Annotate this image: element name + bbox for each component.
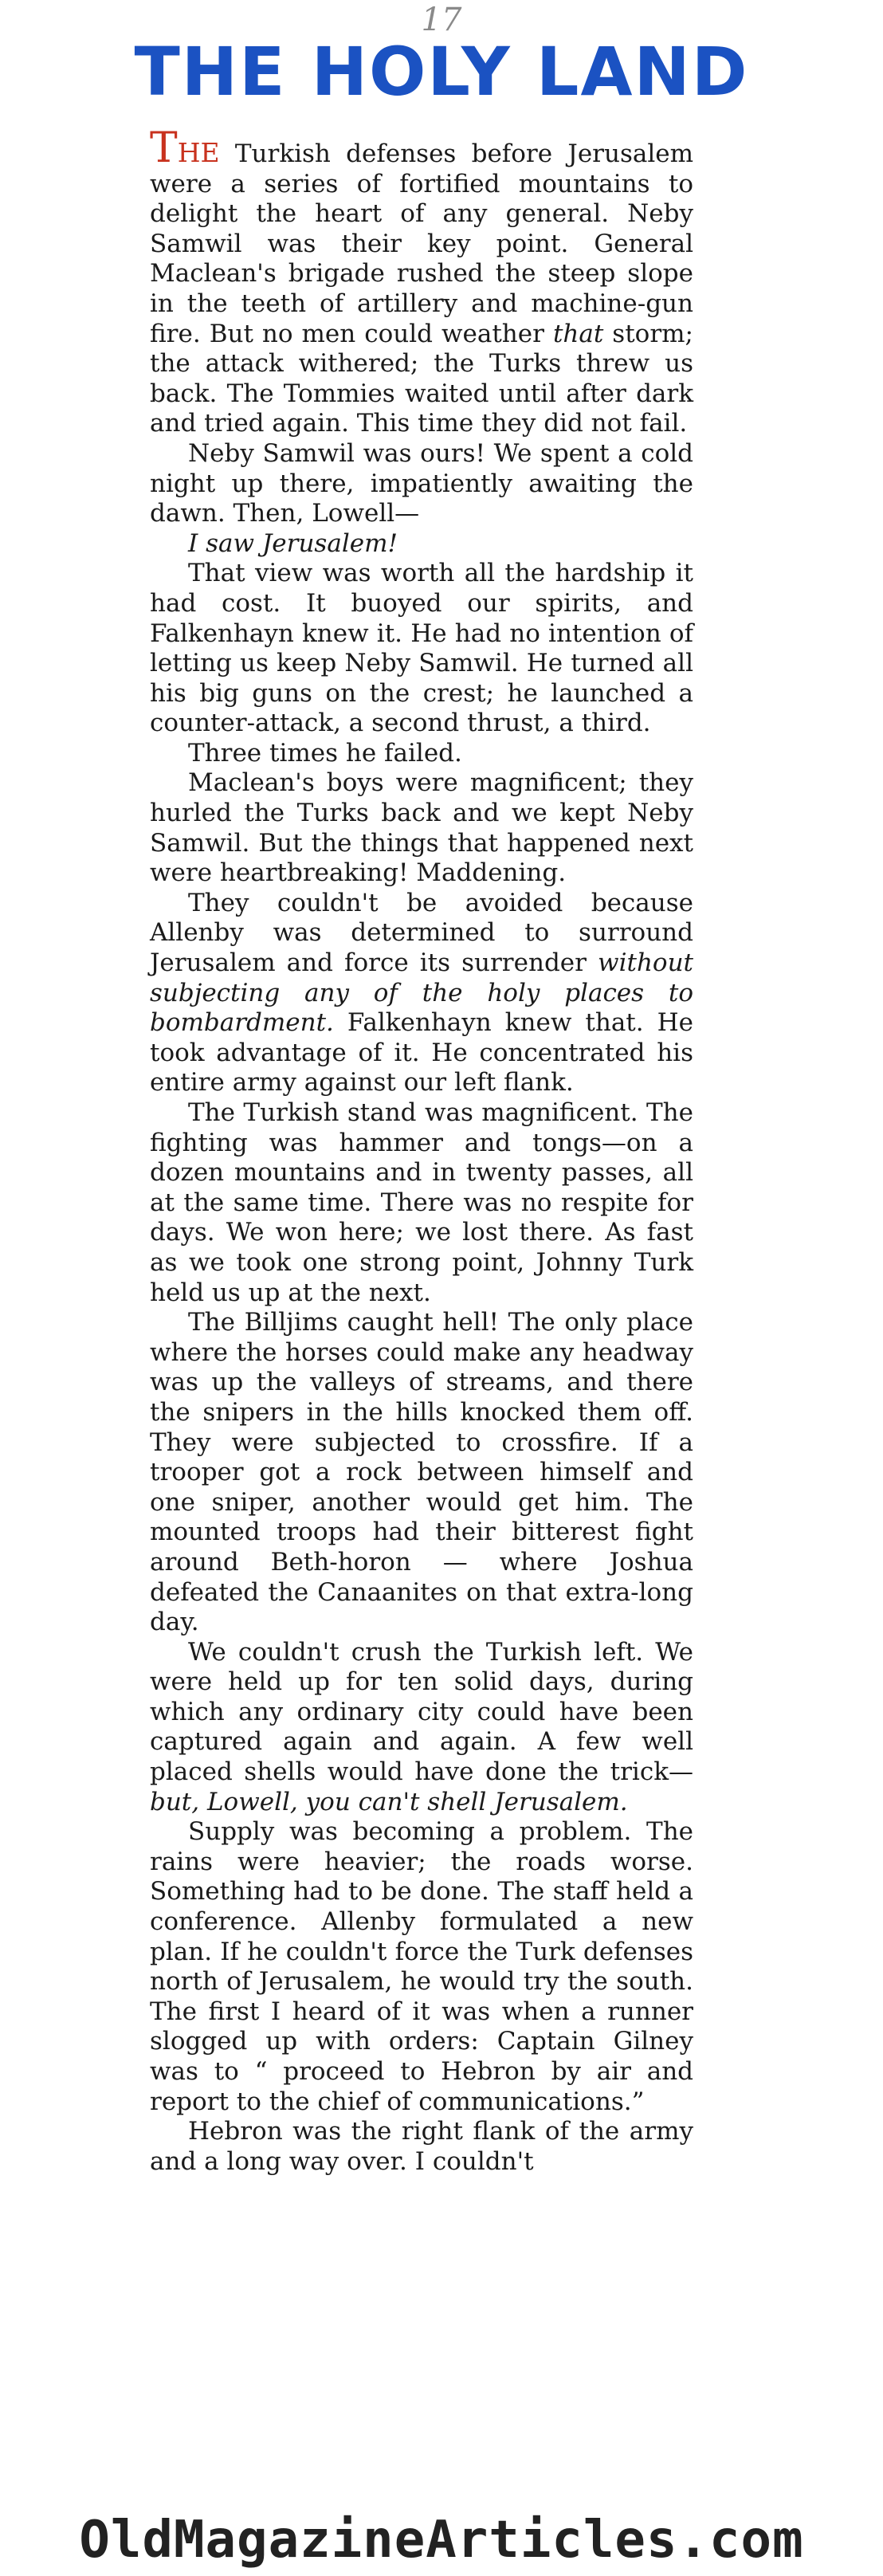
paragraph-1-text: Turkish defenses before Jerusalem were a series of fortified mountains to delight the heart of any general. Neby Samwil was their key point. General Maclean's brigade rushed the steep slope in the teeth of artillery and machine-gun fire. But no men could weather bbox=[150, 139, 693, 348]
headline: THE HOLY LAND bbox=[134, 33, 749, 111]
drop-cap: T bbox=[150, 124, 178, 172]
paragraph-7-tail: Falkenhayn knew that. He took advantage of it. He concentrated his entire army against our left flank. bbox=[150, 1008, 693, 1098]
watermark: OldMagazineArticles.com bbox=[79, 2511, 804, 2570]
paragraph-7-emphasis: without subjecting any of the holy places to bombardment. bbox=[150, 948, 693, 1038]
paragraph-5: Three times he failed. bbox=[188, 738, 462, 768]
paragraph-7-text: They couldn't be avoided because Allenby was determined to surround Jerusalem and force its surrender bbox=[150, 888, 693, 978]
paragraph-1 bbox=[150, 124, 694, 439]
paragraph-2: Neby Samwil was ours! We spent a cold night up there, impatiently awaiting the dawn. Then, Lowell— bbox=[150, 438, 693, 528]
paragraph-1-emphasis: that bbox=[552, 319, 604, 348]
paragraph-11: Supply was becoming a problem. The rains were heavier; the roads worse. Something had to be done. The staff held a conference. Allenby formulated a new plan. If he couldn't force the Turk defenses north of Jerusalem, he would try the south. The first I heard of it was when a runner slogged up with orders: Captain Gilney was to “ proceed to Hebron by air and report to the chief of communications.” bbox=[150, 1817, 693, 2116]
paragraph-10-text: We couldn't crush the Turkish left. We were held up for ten solid days, during which any ordinary city could have been captured again and again. A few well placed shells would have done the trick— bbox=[150, 1637, 693, 1787]
paragraph-7 bbox=[150, 889, 693, 1098]
paragraph-9: The Billjims caught hell! The only place where the horses could make any headway was up the valleys of streams, and there the snipers in the hills knocked them off. They were subjected to crossfire. If a trooper got a rock between himself and one sniper, another would get him. The mounted troops had their bitterest fight around Beth-horon — where Joshua defeated the Canaanites on that extra-long day. bbox=[150, 1308, 693, 1637]
paragraph-6: Maclean's boys were magnificent; they hurled the Turks back and we kept Neby Samwil. But the things that happened next were heartbreaking! Maddening. bbox=[150, 768, 693, 888]
paragraph-10 bbox=[150, 1638, 693, 1818]
paragraph-1-tail: storm; the attack withered; the Turks threw us back. The Tommies waited until after dark and tried again. This time they did not fail. bbox=[150, 319, 694, 438]
paragraph-8: The Turkish stand was magnificent. The fighting was hammer and tongs—on a dozen mountains and in twenty passes, all at the same time. There was no respite for days. We won here; we lost there. As fast as we took one strong point, Johnny Turk held us up at the next. bbox=[150, 1098, 693, 1307]
article-body bbox=[150, 124, 694, 2177]
paragraph-3: I saw Jerusalem! bbox=[188, 528, 398, 558]
paragraph-12: Hebron was the right flank of the army and a long way over. I couldn't bbox=[150, 2117, 693, 2176]
paragraph-10-emphasis: but, Lowell, you can't shell Jerusalem. bbox=[150, 1787, 628, 1816]
paragraph-4: That view was worth all the hardship it had cost. It buoyed our spirits, and Falkenhayn knew it. He had no intention of letting us keep Neby Samwil. He turned all his big guns on the crest; he launched a counter-attack, a second thrust, a third. bbox=[150, 559, 693, 738]
page-number: 17 bbox=[421, 2, 462, 38]
drop-cap-rest: HE bbox=[177, 137, 220, 168]
